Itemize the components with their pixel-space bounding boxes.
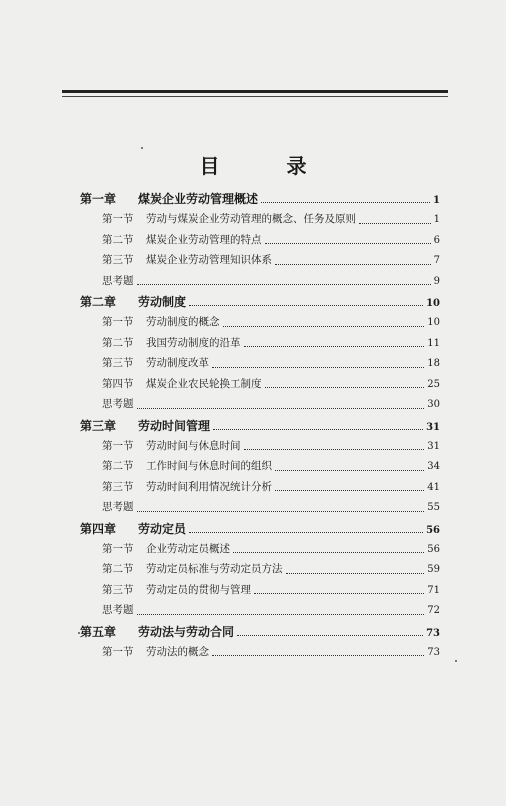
- toc-section-entry: [80, 314, 440, 335]
- toc-page-number: 9: [433, 275, 440, 287]
- toc-entry-label: [102, 335, 241, 350]
- dot-leader: [137, 511, 425, 512]
- toc-section-entry: [80, 335, 440, 356]
- dot-leader: [244, 449, 425, 450]
- toc-page-number: 18: [427, 358, 440, 369]
- toc-page-number: 25: [427, 378, 440, 390]
- toc-chapter-entry: [80, 293, 440, 314]
- toc-page-number: 34: [427, 461, 440, 472]
- toc-chapter-entry: [80, 417, 440, 438]
- dot-leader: [189, 305, 423, 306]
- dot-leader: [265, 387, 425, 388]
- toc-entry-number: 第二节: [102, 460, 134, 472]
- toc-entry-number: 第五章: [80, 624, 117, 639]
- toc-page-number: 7: [433, 255, 440, 266]
- toc-entry-label: [102, 376, 262, 391]
- toc-entry-label: [102, 602, 134, 617]
- toc-page-number: 6: [433, 234, 440, 246]
- toc-entry-number: 第三章: [80, 418, 117, 433]
- toc-entry-label: [102, 438, 241, 453]
- toc-entry-label: [80, 623, 234, 640]
- toc-page-number: 41: [427, 481, 440, 493]
- toc-entry-label: [102, 499, 134, 514]
- toc-entry-number: 第二节: [102, 563, 134, 575]
- toc-page-number: 31: [426, 421, 440, 433]
- toc-entry-text: 煤炭企业农民轮换工制度: [146, 377, 262, 390]
- toc-question-entry: [80, 273, 440, 294]
- dot-leader: [275, 264, 431, 265]
- dot-leader: [254, 593, 424, 594]
- header-rule: [62, 90, 448, 93]
- toc-entry-text: 劳动时间管理: [138, 418, 211, 433]
- toc-entry-label: [80, 417, 210, 434]
- toc-entry-number: 第一节: [102, 213, 134, 225]
- dot-leader: [137, 614, 425, 615]
- toc-entry-label: [102, 273, 134, 288]
- toc-section-entry: [80, 252, 440, 273]
- toc-entry-label: [102, 232, 262, 247]
- toc-section-entry: [80, 582, 440, 603]
- toc-entry-text: 劳动定员: [138, 521, 187, 536]
- toc-entry-text: 我国劳动制度的沿革: [146, 336, 241, 349]
- dot-leader: [275, 490, 424, 491]
- dot-leader: [286, 573, 425, 574]
- toc-entry-text: 劳动定员标准与劳动定员方法: [146, 563, 283, 575]
- dot-leader: [261, 202, 430, 203]
- toc-page-number: 10: [427, 317, 440, 328]
- toc-chapter-entry: [80, 190, 440, 211]
- toc-entry-label: [102, 355, 209, 370]
- toc-entry-text: 思考题: [102, 604, 134, 616]
- toc-section-entry: [80, 376, 440, 397]
- toc-section-entry: [80, 211, 440, 232]
- toc-section-entry: [80, 541, 440, 562]
- dot-leader: [275, 470, 424, 471]
- dot-leader: [212, 367, 424, 368]
- toc-entry-number: 第三节: [102, 480, 134, 493]
- toc-entry-text: 思考题: [102, 274, 134, 287]
- toc-entry-text: 思考题: [102, 501, 134, 513]
- toc-entry-text: 劳动法的概念: [146, 645, 209, 658]
- toc-entry-text: 劳动与煤炭企业劳动管理的概念、任务及原则: [146, 213, 356, 225]
- toc-page-number: 71: [427, 584, 440, 596]
- toc-entry-number: 第四节: [102, 377, 134, 390]
- toc-section-entry: [80, 644, 440, 665]
- dot-leader: [244, 346, 425, 347]
- toc-entry-text: 劳动制度的概念: [146, 316, 220, 328]
- toc-entry-label: [102, 396, 134, 411]
- dot-leader: [137, 284, 431, 285]
- dot-leader: [233, 552, 424, 553]
- toc-section-entry: [80, 355, 440, 376]
- toc-chapter-entry: [80, 623, 440, 644]
- toc-entry-label: [80, 293, 186, 310]
- toc-entry-number: 第二章: [80, 295, 117, 309]
- toc-entry-number: 第一节: [102, 439, 134, 452]
- toc-entry-label: [102, 252, 272, 267]
- toc-chapter-entry: [80, 520, 440, 541]
- toc-entry-number: 第三节: [102, 254, 134, 266]
- toc-entry-text: 工作时间与休息时间的组织: [146, 460, 272, 472]
- toc-entry-label: [80, 190, 258, 207]
- toc-entry-number: 第一节: [102, 645, 134, 658]
- print-speck: [455, 660, 457, 662]
- toc-page-number: 73: [426, 627, 440, 639]
- toc-entry-number: 第二节: [102, 336, 134, 349]
- print-speck: [141, 147, 143, 149]
- dot-leader: [212, 655, 424, 656]
- toc-entry-label: [102, 644, 209, 659]
- print-speck: [78, 632, 80, 634]
- toc-entry-number: 第二节: [102, 233, 134, 246]
- toc-question-entry: [80, 602, 440, 623]
- dot-leader: [189, 532, 423, 533]
- toc-entry-label: [80, 520, 186, 537]
- toc-section-entry: [80, 232, 440, 253]
- toc-entry-number: 第一节: [102, 542, 134, 555]
- toc-page-number: 10: [426, 298, 440, 309]
- toc-entry-text: 劳动制度改革: [146, 357, 209, 369]
- toc-section-entry: [80, 479, 440, 500]
- toc-entry-text: 思考题: [102, 398, 134, 410]
- dot-leader: [359, 223, 431, 224]
- toc-page-number: 55: [427, 502, 440, 513]
- toc-section-entry: [80, 458, 440, 479]
- dot-leader: [237, 635, 423, 636]
- toc-entry-label: [102, 561, 283, 576]
- toc-entry-text: 煤炭企业劳动管理的特点: [146, 233, 262, 246]
- toc-page-number: 11: [427, 337, 440, 349]
- toc-entry-text: 劳动时间利用情况统计分析: [146, 480, 272, 493]
- dot-leader: [213, 429, 423, 430]
- toc-page-number: 1: [433, 195, 440, 206]
- toc-question-entry: [80, 499, 440, 520]
- toc-entry-text: 劳动法与劳动合同: [138, 624, 235, 639]
- toc-entry-label: [102, 582, 251, 597]
- toc-section-entry: [80, 561, 440, 582]
- page-title: 目 录: [199, 154, 337, 178]
- toc-entry-number: 第一节: [102, 316, 134, 328]
- table-of-contents: [80, 190, 440, 664]
- toc-question-entry: [80, 396, 440, 417]
- toc-page-number: 56: [426, 524, 440, 536]
- toc-page-number: 59: [427, 564, 440, 575]
- dot-leader: [265, 243, 431, 244]
- toc-entry-number: 第四章: [80, 521, 117, 536]
- toc-entry-label: [102, 479, 272, 494]
- toc-entry-text: 劳动定员的贯彻与管理: [146, 583, 251, 596]
- toc-section-entry: [80, 438, 440, 459]
- toc-entry-text: 煤炭企业劳动管理知识体系: [146, 254, 272, 266]
- toc-page-number: 31: [427, 440, 440, 452]
- toc-entry-label: [102, 211, 356, 226]
- toc-page-number: 30: [427, 399, 440, 410]
- toc-entry-label: [102, 541, 230, 556]
- toc-page-number: 1: [433, 214, 440, 225]
- dot-leader: [223, 326, 425, 327]
- toc-entry-label: [102, 458, 272, 473]
- toc-page-number: 56: [427, 543, 440, 555]
- toc-entry-label: [102, 314, 220, 329]
- toc-entry-number: 第三节: [102, 583, 134, 596]
- toc-entry-number: 第一章: [80, 192, 117, 206]
- toc-entry-text: 企业劳动定员概述: [146, 542, 230, 555]
- toc-entry-text: 劳动时间与休息时间: [146, 439, 241, 452]
- toc-page-number: 72: [427, 605, 440, 616]
- toc-entry-number: 第三节: [102, 357, 134, 369]
- dot-leader: [137, 408, 425, 409]
- header-rule-thin: [62, 96, 448, 97]
- toc-entry-text: 劳动制度: [138, 295, 187, 309]
- toc-entry-text: 煤炭企业劳动管理概述: [138, 192, 259, 206]
- toc-page-number: 73: [427, 646, 440, 658]
